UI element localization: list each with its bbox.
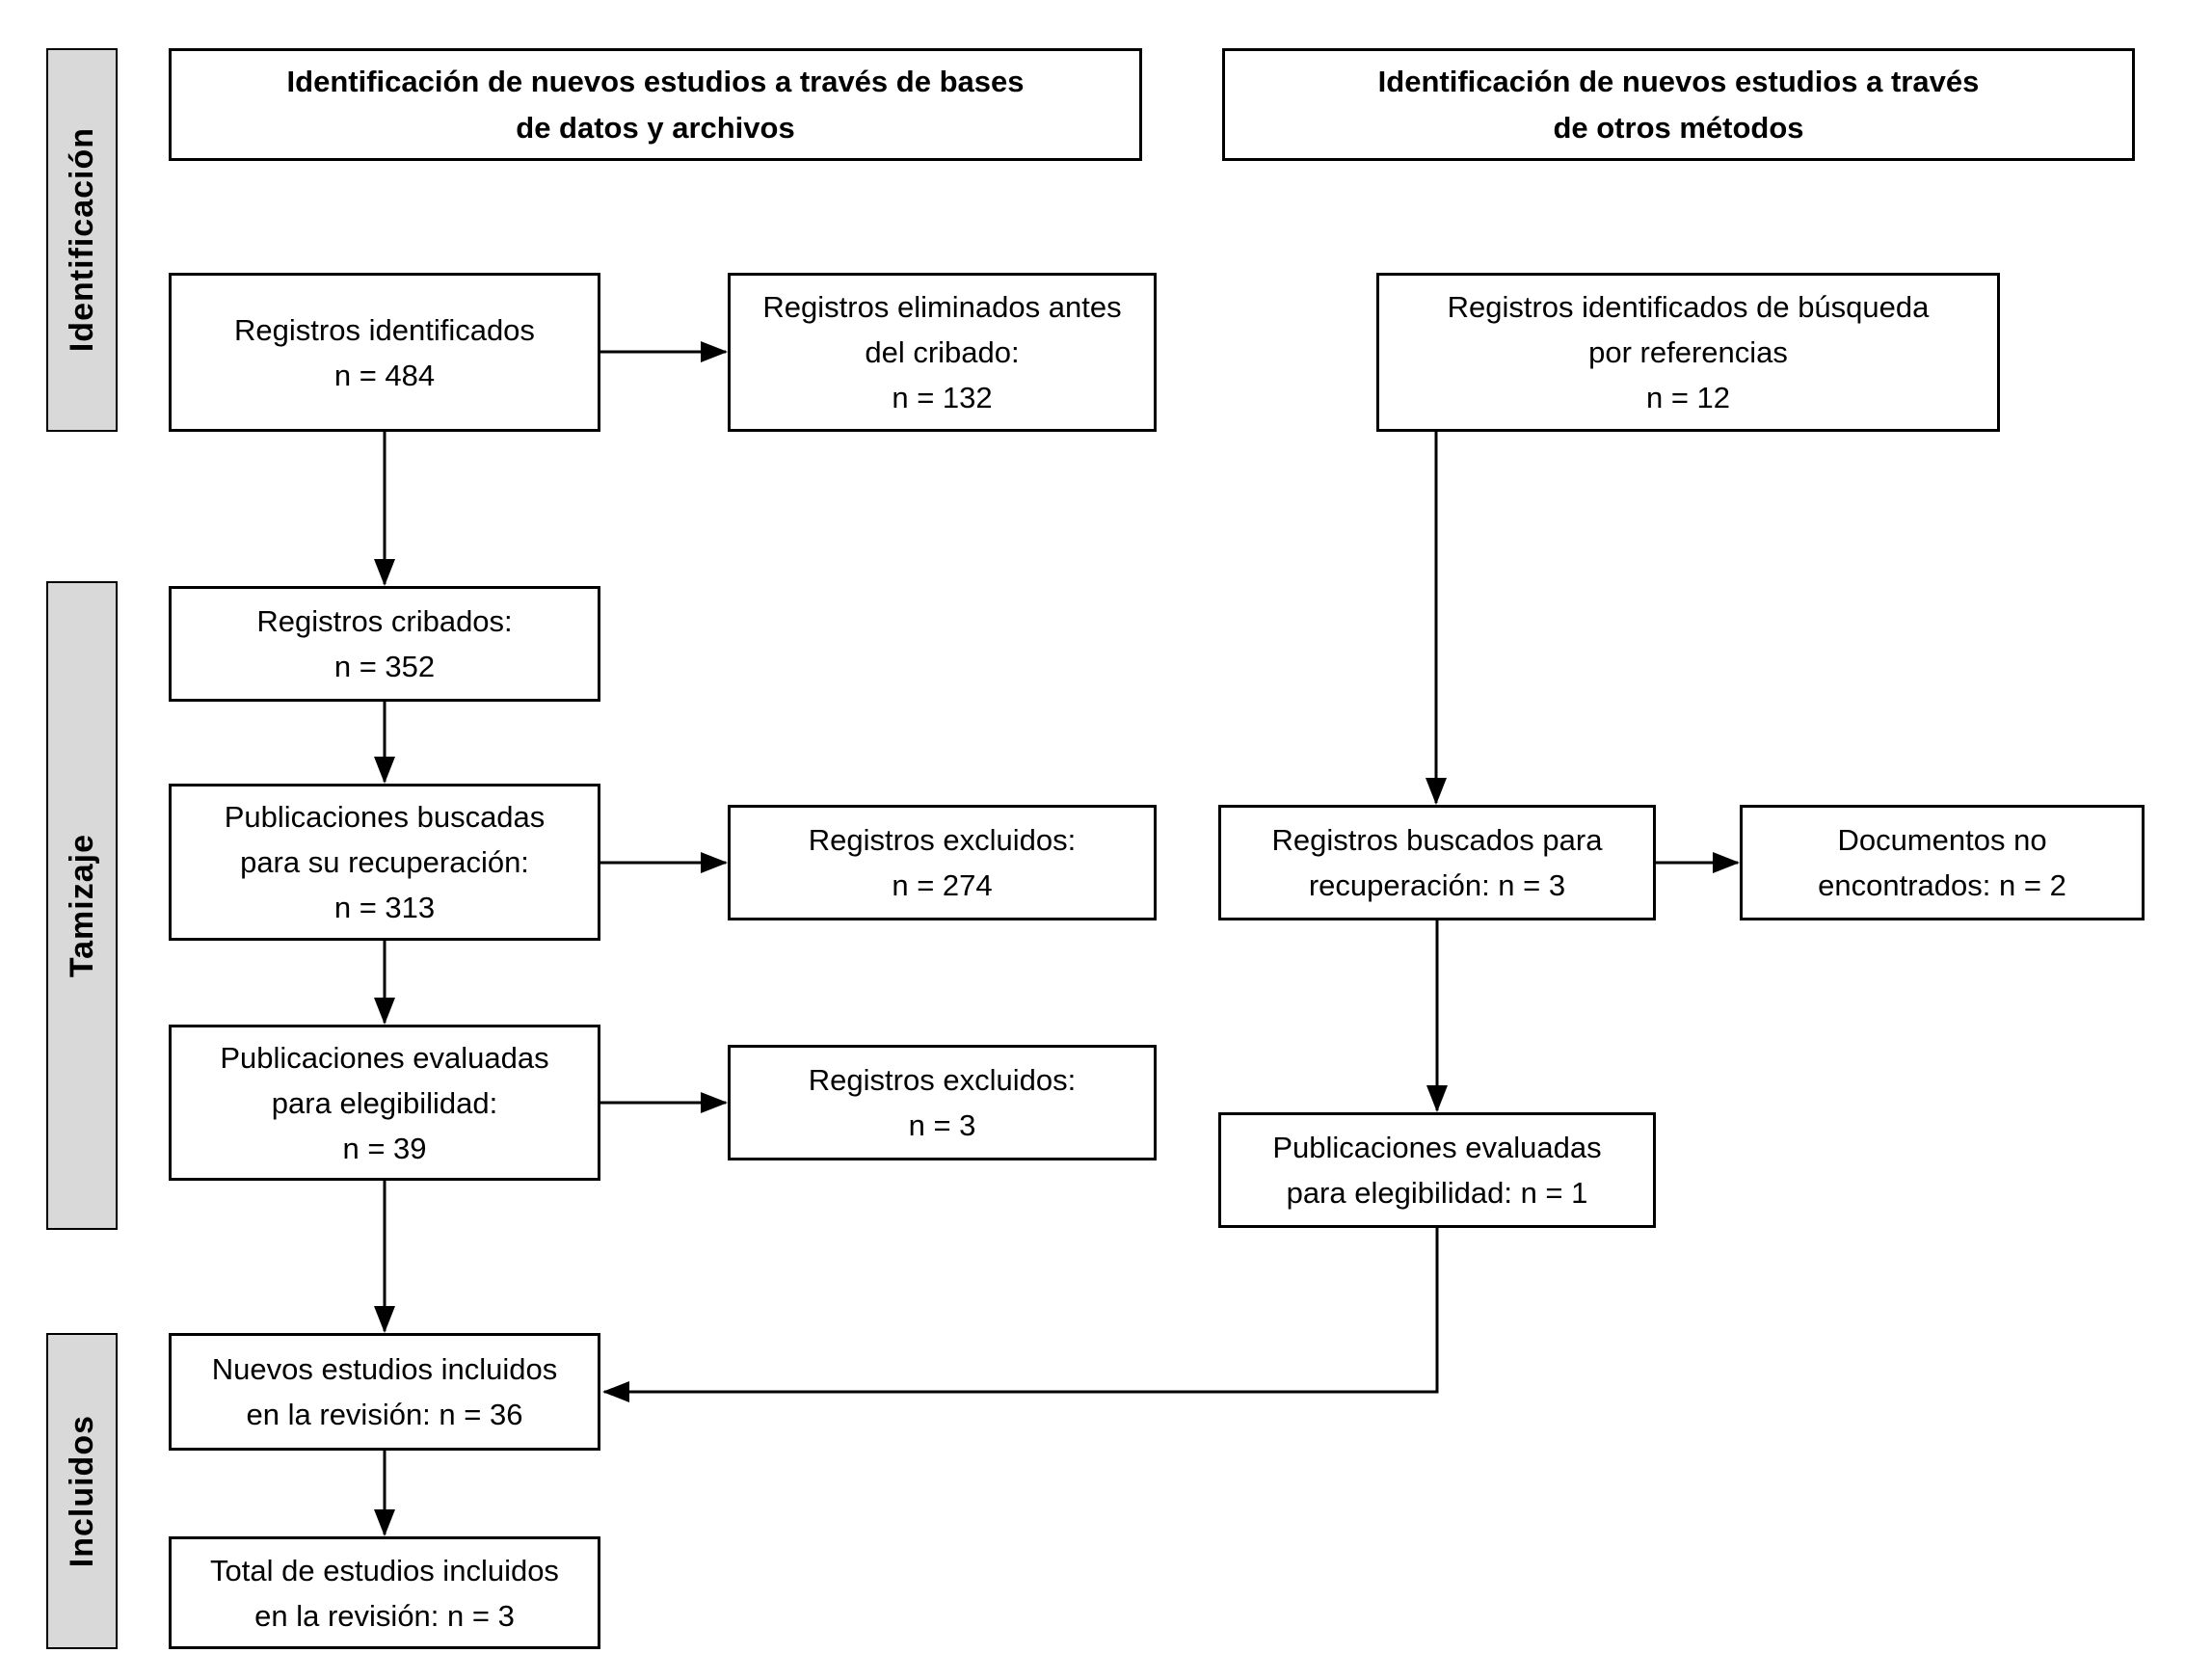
box-line: n = 274 [892, 868, 993, 902]
box-line: Nuevos estudios incluidos [211, 1352, 558, 1386]
box-records-excluded-274 [728, 805, 1157, 920]
box-line: recuperación: n = 3 [1308, 868, 1566, 902]
stage-label-text: Tamizaje [63, 833, 100, 978]
box-records-removed-before-screening [728, 273, 1157, 432]
box-line: n = 313 [333, 891, 436, 924]
box-new-studies-included [169, 1333, 600, 1451]
box-publications-sought [169, 784, 600, 941]
box-line: en la revisión: n = 3 [254, 1598, 515, 1633]
box-publications-assessed-eligibility-right [1218, 1112, 1656, 1228]
box-line: n = 12 [1645, 381, 1731, 414]
box-line: Registros eliminados antes [762, 290, 1122, 324]
box-line: Publicaciones buscadas [224, 800, 546, 834]
stage-label-text: Identificación [63, 127, 100, 353]
box-line: n = 3 [908, 1108, 976, 1142]
box-line: Registros excluidos: [808, 1063, 1077, 1097]
box-line: n = 352 [333, 650, 436, 683]
stage-label-text: Incluidos [63, 1414, 100, 1568]
box-line: encontrados: n = 2 [1818, 868, 2066, 902]
box-line: en la revisión: n = 36 [246, 1398, 523, 1431]
box-line: Publicaciones evaluadas [1272, 1131, 1602, 1164]
stage-label-identification [46, 48, 118, 432]
box-records-identified [169, 273, 600, 432]
box-line: Registros identificados de búsqueda [1447, 290, 1930, 324]
box-records-identified-references [1376, 273, 2000, 432]
box-line: Registros identificados [234, 312, 535, 347]
box-line: Registros excluidos: [808, 823, 1077, 857]
box-records-excluded-3 [728, 1045, 1157, 1160]
box-line: Publicaciones evaluadas [220, 1040, 549, 1075]
box-publications-assessed-eligibility [169, 1025, 600, 1181]
box-documents-not-found [1740, 805, 2145, 920]
header-line: Identificación de nuevos estudios a través [1377, 64, 1980, 98]
stage-label-screening [46, 581, 118, 1230]
box-line: n = 484 [333, 358, 436, 392]
box-records-sought-retrieval [1218, 805, 1656, 920]
box-line: n = 132 [892, 381, 993, 414]
box-line: Registros buscados para [1271, 823, 1603, 857]
header-other-methods [1222, 48, 2135, 161]
header-databases-archives [169, 48, 1142, 161]
box-line: del cribado: [865, 335, 1020, 369]
box-line: Registros cribados: [256, 604, 513, 638]
box-line: para elegibilidad: [271, 1085, 498, 1120]
box-line: n = 39 [342, 1131, 427, 1165]
box-line: Total de estudios incluidos [210, 1553, 559, 1587]
box-total-studies-included [169, 1536, 600, 1649]
box-line: por referencias [1588, 335, 1788, 369]
box-line: Documentos no [1837, 823, 2047, 857]
box-records-screened [169, 586, 600, 702]
header-line: Identificación de nuevos estudios a través de bases [286, 64, 1025, 98]
stage-label-included [46, 1333, 118, 1649]
header-line: de datos y archivos [516, 110, 795, 145]
box-line: para elegibilidad: n = 1 [1286, 1176, 1588, 1210]
box-line: para su recuperación: [240, 845, 529, 879]
header-line: de otros métodos [1553, 110, 1804, 145]
